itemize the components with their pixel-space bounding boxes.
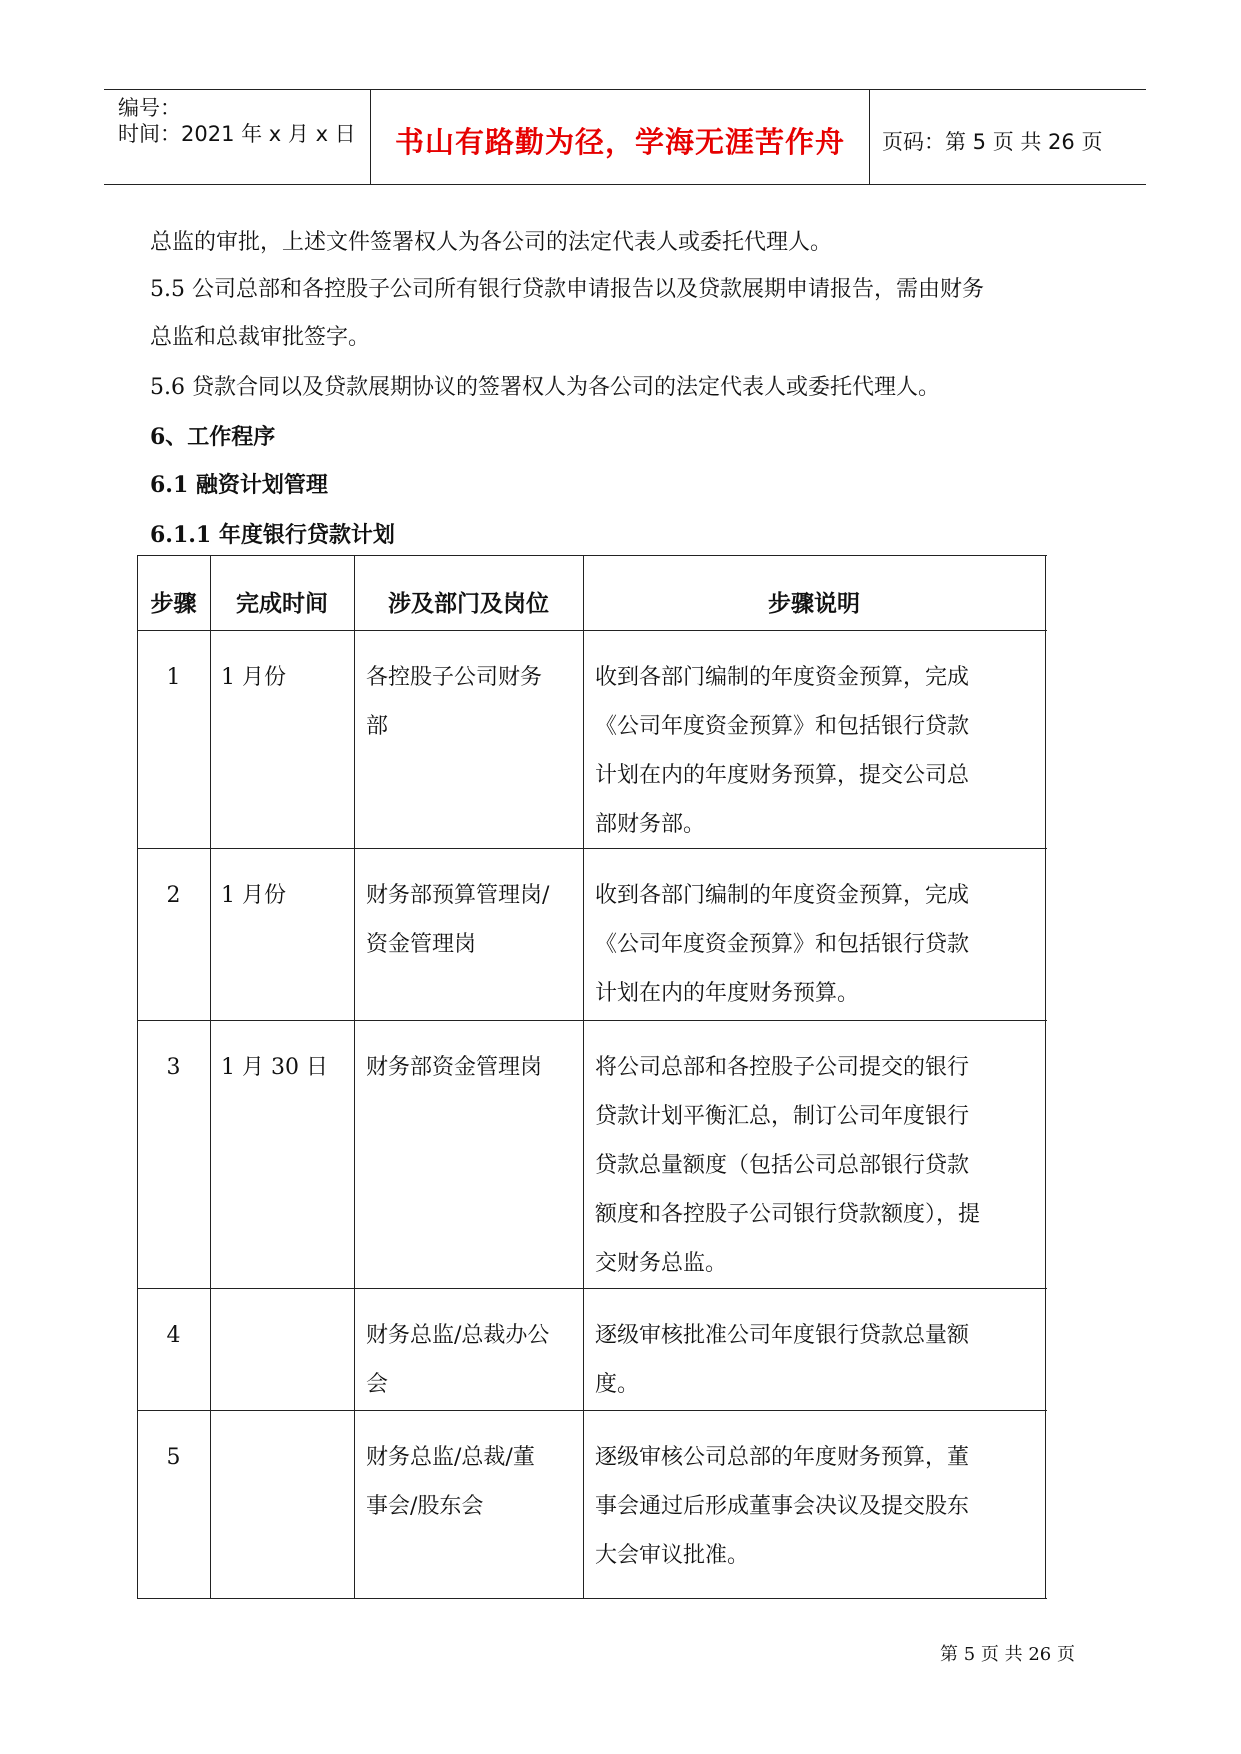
heading-annual-loan-plan: 6.1.1 年度银行贷款计划 (150, 522, 395, 548)
table-cell-line: 财务总监/总裁办公 (366, 1323, 550, 1348)
table-cell-time: 1 月份 (221, 883, 286, 908)
table-cell-step: 5 (166, 1445, 181, 1470)
table-cell-time: 1 月 30 日 (221, 1055, 328, 1080)
table-cell-line: 度。 (595, 1372, 640, 1397)
header-page-code: 页码：第 5 页 共 26 页 (882, 130, 1103, 154)
table-divider (137, 1020, 1047, 1021)
table-cell-line: 逐级审核公司总部的年度财务预算，董 (595, 1445, 970, 1470)
table-cell-line: 逐级审核批准公司年度银行贷款总量额 (595, 1323, 970, 1348)
table-cell-department (366, 871, 549, 969)
table-border-top (137, 555, 1047, 556)
page-footer-number: 第 5 页 共 26 页 (940, 1644, 1075, 1665)
table-cell-line: 《公司年度资金预算》和包括银行贷款 (595, 714, 970, 739)
table-cell-line: 贷款总量额度（包括公司总部银行贷款 (595, 1153, 970, 1178)
loan-plan-table (137, 555, 1047, 1599)
heading-work-procedure: 6、工作程序 (150, 424, 276, 450)
table-cell-line: 财务部资金管理岗 (366, 1055, 543, 1080)
table-cell-line: 部财务部。 (595, 812, 706, 837)
table-cell-department (366, 1311, 549, 1409)
table-cell-step: 3 (166, 1055, 181, 1080)
document-time-label: 时间：2021 年 x 月 x 日 (118, 122, 356, 146)
table-cell-line: 部 (366, 714, 389, 739)
header-motto-cell (370, 90, 870, 184)
table-cell-line: 事会/股东会 (366, 1494, 484, 1519)
table-cell-description (595, 1433, 969, 1580)
table-cell-line: 额度和各控股子公司银行贷款额度），提 (595, 1202, 981, 1227)
table-cell-line: 事会通过后形成董事会决议及提交股东 (595, 1494, 970, 1519)
paragraph-5-5-line2: 总监和总裁审批签字。 (150, 325, 371, 350)
table-cell-department (366, 1043, 542, 1092)
paragraph-5-6: 5.6 贷款合同以及贷款展期协议的签署权人为各公司的法定代表人或委托代理人。 (150, 375, 940, 400)
table-border-right (1045, 555, 1046, 1599)
table-cell-department (366, 1433, 535, 1531)
table-cell-line: 资金管理岗 (366, 932, 477, 957)
table-cell-line: 《公司年度资金预算》和包括银行贷款 (595, 932, 970, 957)
table-column-divider (210, 555, 211, 1599)
table-cell-line: 贷款计划平衡汇总，制订公司年度银行 (595, 1104, 970, 1129)
header-page-cell (868, 90, 1146, 184)
table-cell-line: 收到各部门编制的年度资金预算，完成 (595, 665, 970, 690)
table-cell-line: 收到各部门编制的年度资金预算，完成 (595, 883, 970, 908)
table-header-department: 涉及部门及岗位 (388, 590, 549, 617)
table-cell-line: 会 (366, 1372, 389, 1397)
heading-financing-plan: 6.1 融资计划管理 (150, 472, 328, 498)
paragraph-approval: 总监的审批，上述文件签署权人为各公司的法定代表人或委托代理人。 (150, 230, 833, 255)
table-cell-line: 将公司总部和各控股子公司提交的银行 (595, 1055, 970, 1080)
table-cell-line: 计划在内的年度财务预算，提交公司总 (595, 763, 970, 788)
table-column-divider (583, 555, 584, 1599)
page-header (104, 89, 1146, 185)
table-cell-step: 2 (166, 883, 181, 908)
table-cell-description (595, 653, 969, 849)
table-cell-description (595, 871, 969, 1018)
table-column-divider (354, 555, 355, 1599)
table-cell-line: 计划在内的年度财务预算。 (595, 981, 860, 1006)
table-cell-step: 1 (166, 665, 181, 690)
table-cell-line: 大会审议批准。 (595, 1543, 750, 1568)
table-divider (137, 1410, 1047, 1411)
paragraph-5-5-line1: 5.5 公司总部和各控股子公司所有银行贷款申请报告以及贷款展期申请报告，需由财务 (150, 277, 984, 302)
table-cell-step: 4 (166, 1323, 181, 1348)
document-number-label: 编号： (118, 96, 181, 120)
table-header-step: 步骤 (150, 590, 197, 617)
table-cell-line: 财务总监/总裁/董 (366, 1445, 535, 1470)
table-cell-department (366, 653, 542, 751)
table-header-time: 完成时间 (236, 590, 328, 617)
table-cell-line: 各控股子公司财务 (366, 665, 543, 690)
table-cell-description (595, 1043, 980, 1288)
table-divider (137, 630, 1047, 631)
table-cell-time: 1 月份 (221, 665, 286, 690)
header-motto: 书山有路勤为径，学海无涯苦作舟 (394, 125, 845, 159)
table-divider (137, 1288, 1047, 1289)
header-left-cell (104, 90, 370, 184)
table-cell-line: 交财务总监。 (595, 1251, 728, 1276)
table-cell-line: 财务部预算管理岗/ (366, 883, 550, 908)
table-header-description: 步骤说明 (768, 590, 860, 617)
table-border-bottom (137, 1598, 1047, 1599)
table-cell-description (595, 1311, 969, 1409)
